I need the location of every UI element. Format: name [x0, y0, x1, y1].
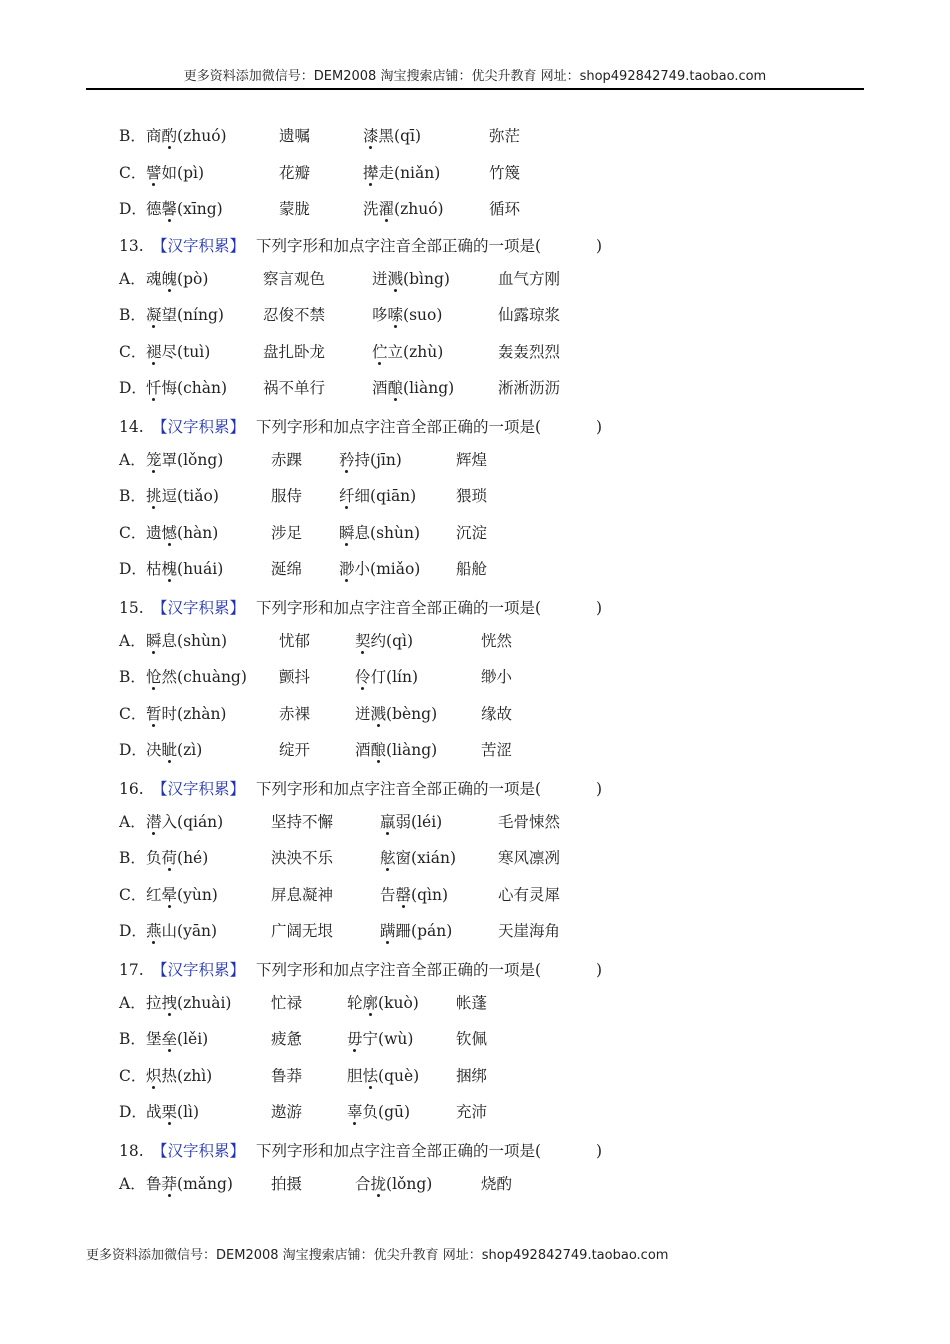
pinyin-item: 舷窗(xián) — [380, 849, 457, 867]
pinyin-item: 遗憾(hàn) — [146, 523, 219, 542]
pinyin-item: 决眦(zì) — [146, 741, 203, 759]
emphasis-dot-char: 廓 — [362, 993, 379, 1012]
option-label: C． — [119, 885, 147, 904]
pinyin-item: 合拢(lǒng) — [355, 1174, 433, 1193]
emphasis-dot-char: 魄 — [161, 269, 178, 288]
question-text: 下列字形和加点字注音全部正确的一项是( — [256, 960, 542, 979]
question-text: 下列字形和加点字注音全部正确的一项是( — [256, 598, 542, 617]
emphasis-dot-char: 酿 — [370, 741, 387, 759]
word-item: 赤踝 — [271, 450, 303, 469]
option-row — [0, 702, 950, 726]
emphasis-dot-char: 憾 — [161, 523, 178, 542]
pinyin-item: 矜持(jīn) — [339, 450, 402, 469]
question-tag: 【汉字积累】 — [152, 236, 246, 255]
emphasis-dot-char: 伶 — [355, 668, 371, 686]
emphasis-dot-char: 怆 — [146, 668, 162, 686]
word-item: 察言观色 — [263, 269, 326, 288]
pinyin-item: 譬如(pì) — [146, 163, 204, 182]
option-label: D． — [119, 379, 147, 397]
option-label: D． — [119, 200, 147, 218]
word-item: 缘故 — [481, 704, 513, 723]
emphasis-dot-char: 濯 — [378, 200, 395, 218]
option-row — [0, 1100, 950, 1124]
pinyin-item: 迸溅(bèng) — [355, 704, 438, 723]
pinyin-item: 魂魄(pò) — [146, 269, 209, 288]
answer-blank: ) — [596, 417, 603, 436]
word-item: 心有灵犀 — [498, 885, 561, 904]
option-label: A． — [119, 450, 146, 469]
option-row — [0, 557, 950, 581]
pinyin-item: 胆怯(què) — [347, 1066, 420, 1085]
emphasis-dot-char: 笼 — [146, 450, 162, 469]
answer-blank: ) — [596, 960, 603, 979]
emphasis-dot-char: 忏 — [146, 379, 162, 397]
answer-blank: ) — [596, 598, 603, 617]
pinyin-item: 燕山(yān) — [146, 922, 218, 940]
word-item: 毛骨悚然 — [498, 812, 561, 831]
option-label: C． — [119, 704, 147, 723]
question-tag: 【汉字积累】 — [152, 417, 246, 436]
option-row — [0, 665, 950, 689]
word-item: 屏息凝神 — [271, 885, 334, 904]
word-item: 广阔无垠 — [271, 922, 334, 940]
word-item: 遗嘱 — [279, 127, 311, 145]
word-item: 盘扎卧龙 — [263, 342, 326, 361]
pinyin-item: 渺小(miǎo) — [339, 560, 421, 578]
question-number: 17. — [119, 960, 144, 979]
question-stem — [0, 596, 950, 620]
question-tag: 【汉字积累】 — [152, 598, 246, 617]
option-row — [0, 340, 950, 364]
word-item: 蒙胧 — [279, 200, 311, 218]
option-row — [0, 197, 950, 221]
emphasis-dot-char: 垒 — [161, 1030, 178, 1048]
emphasis-dot-char: 瞬 — [339, 523, 355, 542]
answer-blank: ) — [596, 1141, 603, 1160]
emphasis-dot-char: 溅 — [387, 269, 404, 288]
pinyin-item: 商酌(zhuó) — [146, 127, 227, 145]
word-item: 赤裸 — [279, 704, 311, 723]
option-label: A． — [119, 269, 146, 288]
word-item: 弥茫 — [489, 127, 521, 145]
emphasis-dot-char: 眦 — [161, 741, 178, 759]
question-number: 13. — [119, 236, 144, 255]
word-item: 捆绑 — [456, 1066, 488, 1085]
emphasis-dot-char: 栗 — [161, 1103, 178, 1121]
pinyin-item: 红晕(yùn) — [146, 885, 218, 904]
pinyin-item: 暂时(zhàn) — [146, 704, 227, 723]
word-item: 祸不单行 — [263, 379, 326, 397]
question-tag: 【汉字积累】 — [152, 960, 246, 979]
pinyin-item: 蹒跚(pán) — [380, 922, 453, 940]
option-label: A． — [119, 993, 146, 1012]
option-label: D． — [119, 741, 147, 759]
question-number: 15. — [119, 598, 144, 617]
pinyin-item: 撵走(niǎn) — [363, 163, 441, 182]
word-item: 忍俊不禁 — [263, 306, 326, 324]
option-label: D． — [119, 560, 147, 578]
word-item: 花瓣 — [279, 163, 311, 182]
option-row — [0, 1027, 950, 1051]
word-item: 帐蓬 — [456, 993, 488, 1012]
option-row — [0, 448, 950, 472]
pinyin-item: 忏悔(chàn) — [146, 379, 227, 397]
pinyin-item: 怆然(chuàng) — [146, 668, 247, 686]
option-row — [0, 629, 950, 653]
word-item: 苦涩 — [481, 741, 513, 759]
word-item: 轰轰烈烈 — [498, 342, 561, 361]
question-number: 18. — [119, 1141, 144, 1160]
question-stem — [0, 415, 950, 439]
option-label: A． — [119, 1174, 146, 1193]
option-label: C． — [119, 1066, 147, 1085]
question-text: 下列字形和加点字注音全部正确的一项是( — [256, 1141, 542, 1160]
emphasis-dot-char: 撵 — [363, 163, 379, 182]
word-item: 拍摄 — [271, 1174, 303, 1193]
pinyin-item: 伫立(zhù) — [372, 342, 444, 361]
option-label: B． — [119, 306, 146, 324]
option-label: C． — [119, 163, 147, 182]
option-row — [0, 161, 950, 185]
word-item: 鲁莽 — [271, 1066, 303, 1085]
pinyin-item: 笼罩(lǒng) — [146, 450, 224, 469]
option-label: B． — [119, 849, 146, 867]
word-item: 辉煌 — [456, 450, 488, 469]
word-item: 猥琐 — [456, 487, 488, 505]
word-item: 绽开 — [279, 741, 311, 759]
pinyin-item: 毋宁(wù) — [347, 1030, 414, 1048]
question-number: 14. — [119, 417, 144, 436]
emphasis-dot-char: 溅 — [370, 704, 387, 723]
word-item: 涎绵 — [271, 560, 303, 578]
question-number: 16. — [119, 779, 144, 798]
word-item: 涉足 — [271, 523, 303, 542]
option-label: B． — [119, 487, 146, 505]
word-item: 颤抖 — [279, 668, 311, 686]
word-item: 坚持不懈 — [271, 812, 334, 831]
word-item: 淅淅沥沥 — [498, 379, 561, 397]
emphasis-dot-char: 凝 — [146, 306, 162, 324]
option-row — [0, 521, 950, 545]
question-stem — [0, 777, 950, 801]
emphasis-dot-char: 羸 — [380, 812, 396, 831]
option-label: D． — [119, 1103, 147, 1121]
emphasis-dot-char: 渺 — [339, 560, 355, 578]
option-row — [0, 810, 950, 834]
pinyin-item: 负荷(hé) — [146, 849, 209, 867]
emphasis-dot-char: 毋 — [347, 1030, 363, 1048]
pinyin-item: 战栗(lì) — [146, 1103, 200, 1121]
pinyin-item: 炽热(zhì) — [146, 1066, 213, 1085]
word-item: 钦佩 — [456, 1030, 488, 1048]
emphasis-dot-char: 伫 — [372, 342, 388, 361]
question-text: 下列字形和加点字注音全部正确的一项是( — [256, 779, 542, 798]
option-label: B． — [119, 1030, 146, 1048]
pinyin-item: 德馨(xīng) — [146, 200, 223, 218]
emphasis-dot-char: 契 — [355, 631, 371, 650]
word-item: 恍然 — [481, 631, 513, 650]
pinyin-item: 辜负(gū) — [347, 1103, 411, 1121]
pinyin-item: 瞬息(shùn) — [339, 523, 421, 542]
word-item: 寒风凛冽 — [498, 849, 561, 867]
option-row — [0, 846, 950, 870]
option-label: C． — [119, 523, 147, 542]
emphasis-dot-char: 矜 — [339, 450, 355, 469]
question-stem — [0, 958, 950, 982]
word-item: 忧郁 — [279, 631, 311, 650]
emphasis-dot-char: 譬 — [146, 163, 162, 182]
word-item: 服侍 — [271, 487, 303, 505]
emphasis-dot-char: 纤 — [339, 487, 355, 505]
emphasis-dot-char: 罄 — [395, 885, 412, 904]
emphasis-dot-char: 燕 — [146, 922, 162, 940]
emphasis-dot-char: 怯 — [362, 1066, 379, 1085]
emphasis-dot-char: 嗦 — [387, 306, 404, 324]
word-item: 泱泱不乐 — [271, 849, 334, 867]
emphasis-dot-char: 荷 — [161, 849, 178, 867]
pinyin-item: 纤细(qiān) — [339, 487, 417, 505]
emphasis-dot-char: 馨 — [161, 200, 178, 218]
pinyin-item: 轮廓(kuò) — [347, 993, 419, 1012]
question-tag: 【汉字积累】 — [152, 779, 246, 798]
option-label: A． — [119, 812, 146, 831]
emphasis-dot-char: 蹒 — [380, 922, 396, 940]
pinyin-item: 潜入(qián) — [146, 812, 224, 831]
pinyin-item: 漆黑(qī) — [363, 127, 421, 145]
emphasis-dot-char: 漆 — [363, 127, 379, 145]
emphasis-dot-char: 潜 — [146, 812, 162, 831]
emphasis-dot-char: 拢 — [370, 1174, 387, 1193]
option-row — [0, 991, 950, 1015]
pinyin-item: 告罄(qìn) — [380, 885, 448, 904]
word-item: 循环 — [489, 200, 521, 218]
emphasis-dot-char: 莽 — [161, 1174, 178, 1193]
emphasis-dot-char: 槐 — [161, 560, 178, 578]
option-row — [0, 303, 950, 327]
emphasis-dot-char: 酌 — [161, 127, 178, 145]
question-tag: 【汉字积累】 — [152, 1141, 246, 1160]
pinyin-item: 褪尽(tuì) — [146, 342, 211, 361]
word-item: 遨游 — [271, 1103, 303, 1121]
emphasis-dot-char: 瞬 — [146, 631, 162, 650]
pinyin-item: 哆嗦(suo) — [372, 306, 443, 324]
option-row — [0, 883, 950, 907]
word-item: 仙露琼浆 — [498, 306, 561, 324]
word-item: 忙禄 — [271, 993, 303, 1012]
pinyin-item: 羸弱(léi) — [380, 812, 443, 831]
pinyin-item: 拉拽(zhuài) — [146, 993, 232, 1012]
pinyin-item: 迸溅(bìng) — [372, 269, 450, 288]
pinyin-item: 枯槐(huái) — [146, 560, 224, 578]
word-item: 竹篾 — [489, 163, 521, 182]
answer-blank: ) — [596, 236, 603, 255]
option-row — [0, 484, 950, 508]
word-item: 缈小 — [481, 668, 513, 686]
option-row — [0, 1172, 950, 1196]
pinyin-item: 契约(qì) — [355, 631, 413, 650]
option-row — [0, 919, 950, 943]
option-row — [0, 124, 950, 148]
page-footer: 更多资料添加微信号：DEM2008 淘宝搜索店铺：优尖升教育 网址：shop492842749.taobao.com — [86, 1248, 669, 1263]
pinyin-item: 酒酿(liàng) — [355, 741, 438, 759]
option-label: B． — [119, 668, 146, 686]
word-item: 沉淀 — [456, 523, 488, 542]
page-header: 更多资料添加微信号：DEM2008 淘宝搜索店铺：优尖升教育 网址：shop492842749.taobao.com — [86, 66, 864, 90]
emphasis-dot-char: 褪 — [146, 342, 162, 361]
pinyin-item: 鲁莽(mǎng) — [146, 1174, 233, 1193]
pinyin-item: 洗濯(zhuó) — [363, 200, 444, 218]
word-item: 充沛 — [456, 1103, 488, 1121]
answer-blank: ) — [596, 779, 603, 798]
emphasis-dot-char: 舷 — [380, 849, 396, 867]
question-text: 下列字形和加点字注音全部正确的一项是( — [256, 417, 542, 436]
word-item: 天崖海角 — [498, 922, 561, 940]
pinyin-item: 堡垒(lěi) — [146, 1030, 209, 1048]
emphasis-dot-char: 炽 — [146, 1066, 162, 1085]
emphasis-dot-char: 挑 — [146, 487, 162, 505]
option-row — [0, 267, 950, 291]
word-item: 疲惫 — [271, 1030, 303, 1048]
question-text: 下列字形和加点字注音全部正确的一项是( — [256, 236, 542, 255]
option-label: B． — [119, 127, 146, 145]
pinyin-item: 酒酿(liàng) — [372, 379, 455, 397]
question-stem — [0, 234, 950, 258]
option-label: C． — [119, 342, 147, 361]
option-row — [0, 376, 950, 400]
emphasis-dot-char: 辜 — [347, 1103, 363, 1121]
emphasis-dot-char: 晕 — [161, 885, 178, 904]
word-item: 烧酌 — [481, 1174, 513, 1193]
emphasis-dot-char: 暂 — [146, 704, 162, 723]
pinyin-item: 瞬息(shùn) — [146, 631, 228, 650]
emphasis-dot-char: 酿 — [387, 379, 404, 397]
word-item: 船舱 — [456, 560, 488, 578]
pinyin-item: 伶仃(lín) — [355, 668, 419, 686]
option-label: D． — [119, 922, 147, 940]
option-row — [0, 738, 950, 762]
word-item: 血气方刚 — [498, 269, 561, 288]
option-row — [0, 1064, 950, 1088]
pinyin-item: 挑逗(tiǎo) — [146, 487, 219, 505]
emphasis-dot-char: 拽 — [161, 993, 178, 1012]
question-stem — [0, 1139, 950, 1163]
option-label: A． — [119, 631, 146, 650]
pinyin-item: 凝望(níng) — [146, 306, 224, 324]
